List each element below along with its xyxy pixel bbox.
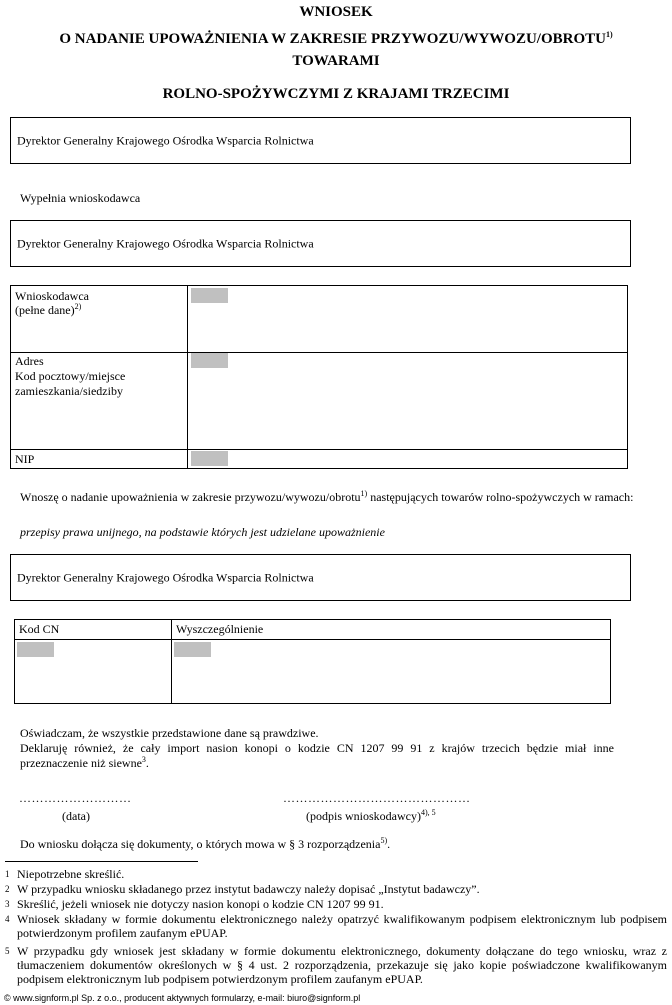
nip-field[interactable]: [191, 451, 228, 466]
declaration: Oświadczam, że wszystkie przedstawione dane są prawdziwe. Deklaruję również, że cały import nasion konopi o kodzie CN 1207 99 91 z krajów trzecich będzie miał inne przeznaczenie niż siewne$^3$.: [20, 726, 614, 770]
recipient-box-3: [10, 554, 631, 601]
signature-line: ………………………………………: [283, 791, 471, 805]
legal-basis-label: przepisy prawa unijnego, na podstawie których jest udzielane upoważnienie: [20, 525, 385, 539]
cn-code-field[interactable]: [17, 642, 54, 657]
signature-label: (podpis wnioskodawcy)$^{4), 5}$: [306, 808, 436, 823]
applicant-address-field[interactable]: [191, 353, 228, 368]
recipient-box-1: [10, 117, 631, 164]
request-text: Wnoszę o nadanie upoważnienia w zakresie przywozu/wywozu/obrotu$^{1)}$ następujących towarów rolno-spożywczych w ramach:: [20, 489, 634, 504]
applicant-table: [10, 285, 628, 469]
applicant-address-label: Adres Kod pocztowy/miejsce zamieszkania/siedziby: [15, 354, 126, 398]
recipient-text-1: Dyrektor Generalny Krajowego Ośrodka Wsparcia Rolnictwa: [17, 133, 314, 147]
description-field[interactable]: [174, 642, 211, 657]
title-line-1: WNIOSEK: [299, 4, 373, 20]
recipient-box-2: [10, 220, 631, 267]
recipient-text-2: Dyrektor Generalny Krajowego Ośrodka Wsparcia Rolnictwa: [17, 236, 314, 250]
title-line-4: ROLNO-SPOŻYWCZYMI Z KRAJAMI TRZECIMI: [162, 86, 510, 102]
attachments-note: Do wniosku dołącza się dokumenty, o których mowa w § 3 rozporządzenia$^{5)}$.: [20, 836, 391, 851]
date-label: (data): [62, 809, 90, 823]
title-line-3: TOWARAMI: [292, 53, 380, 69]
title-line-2: O NADANIE UPOWAŻNIENIA W ZAKRESIE PRZYWOZU/WYWOZU/OBROTU$^{1)}$: [59, 30, 613, 47]
nip-label: NIP: [15, 452, 35, 466]
col-description-header: Wyszczególnienie: [176, 622, 264, 636]
date-line: ………………………: [19, 791, 132, 805]
goods-table: [14, 619, 611, 704]
recipient-text-3: Dyrektor Generalny Krajowego Ośrodka Wsparcia Rolnictwa: [17, 570, 314, 584]
applicant-name-label: Wnioskodawca (pełne dane)$^{2)}$: [15, 289, 89, 317]
applicant-name-field[interactable]: [191, 288, 228, 303]
footer-copyright: © www.signform.pl Sp. z o.o., producent aktywnych formularzy, e-mail: biuro@signform.pl: [4, 993, 361, 1003]
fill-note: Wypełnia wnioskodawca: [20, 191, 141, 205]
col-cn-header: Kod CN: [19, 622, 60, 636]
footnote-separator: [5, 861, 198, 862]
